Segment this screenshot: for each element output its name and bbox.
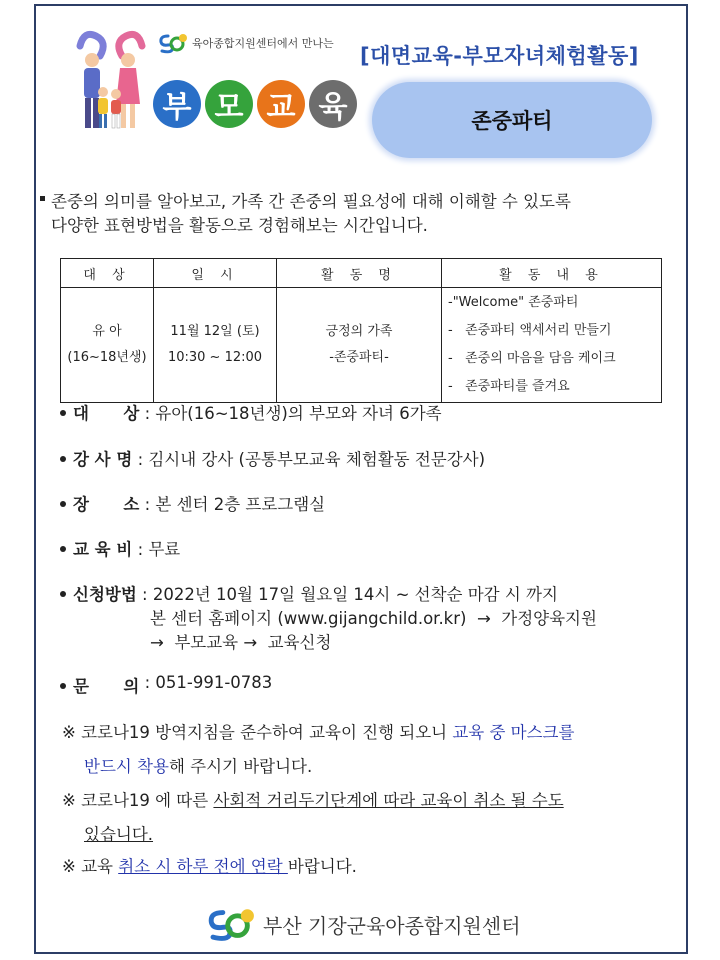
info-fee-value: : 무료 (137, 540, 181, 559)
info-target (58, 400, 442, 424)
intro-line-1: 존중의 의미를 알아보고, 가족 간 존중의 필요성에 대해 이해할 수 있도록 (51, 192, 571, 211)
info-instructor-label: 강 사 명 (73, 450, 133, 469)
info-fee-label: 교 육 비 (73, 540, 133, 559)
footer-org-name: 부산 기장군육아종합지원센터 (263, 913, 521, 938)
info-contact-label: 문 의 (73, 677, 140, 696)
header-target: 대 상 (61, 259, 154, 288)
cell-target (61, 288, 154, 403)
note-1-text: ※ 코로나19 방역지침을 준수하여 교육이 진행 되오니 (62, 723, 453, 742)
activity-item: -"Welcome" 존중파티 (448, 295, 579, 310)
activity-name-line-1: 긍정의 가족 (325, 324, 393, 339)
header-datetime: 일 시 (154, 259, 277, 288)
info-place-label: 장 소 (73, 495, 140, 514)
apply-line-2: 본 센터 홈페이지 (www.gijangchild.or.kr) → 가정양육지원 (150, 609, 597, 628)
cell-datetime (154, 288, 277, 403)
info-place-value: : 본 센터 2층 프로그램실 (144, 495, 326, 514)
center-logo-icon (205, 906, 257, 942)
event-title: 존중파티 (372, 82, 652, 158)
info-apply (58, 581, 597, 653)
info-place (58, 491, 325, 515)
cell-activity-name (277, 288, 442, 403)
time-line: 10:30 ~ 12:00 (167, 350, 263, 365)
logo-subtitle: 육아종합지원센터에서 만나는 (192, 37, 334, 50)
bullet-icon (60, 591, 66, 597)
note-3-text: ※ 교육 (62, 857, 119, 876)
apply-line-3: → 부모교육 → 교육신청 (150, 633, 332, 652)
note-3 (62, 850, 357, 884)
info-target-label: 대 상 (73, 404, 140, 423)
bullet-icon (60, 456, 66, 462)
info-target-value: : 유아(16~18년생)의 부모와 자녀 6가족 (144, 404, 442, 423)
program-char-4: 육 (309, 80, 357, 128)
note-1 (62, 716, 574, 784)
note-2-underline-2: 있습니다. (84, 825, 154, 844)
header-activity-contents: 활 동 내 용 (442, 259, 662, 288)
target-line-1: 유 아 (92, 324, 122, 339)
bullet-icon (60, 410, 66, 416)
intro-text (40, 190, 680, 238)
activity-name-line-2: -존중파티- (329, 350, 389, 365)
note-1-highlight: 교육 중 마스크를 (452, 723, 575, 742)
program-char-3: 교 (257, 80, 305, 128)
category-title: [대면교육-부모자녀체험활동] (360, 44, 639, 68)
note-3-text-end: 바랍니다. (287, 857, 357, 876)
bullet-icon (60, 683, 66, 689)
activity-item: - 존중파티를 즐겨요 (448, 379, 570, 394)
footer-org (205, 906, 521, 942)
program-logo (153, 80, 357, 128)
info-instructor (58, 446, 485, 470)
intro-line-2: 다양한 표현방법을 활동으로 경험해보는 시간입니다. (51, 216, 428, 235)
program-char-2: 모 (205, 80, 253, 128)
cell-activity-contents (442, 288, 662, 403)
info-instructor-value: : 김시내 강사 (공통부모교육 체험활동 전문강사) (137, 450, 486, 469)
center-logo (158, 32, 334, 54)
bullet-icon (60, 501, 66, 507)
note-2-text: ※ 코로나19 에 따른 (62, 791, 214, 810)
info-apply-value (142, 581, 597, 653)
program-char-1: 부 (153, 80, 201, 128)
header-activity-name: 활 동 명 (277, 259, 442, 288)
info-fee (58, 536, 180, 560)
note-2 (62, 784, 564, 852)
info-apply-label: 신청방법 (73, 585, 137, 604)
bullet-icon (60, 546, 66, 552)
apply-line-1: : 2022년 10월 17일 월요일 14시 ~ 선착순 마감 시 까지 (142, 585, 558, 604)
activity-item: - 존중파티 액세서리 만들기 (448, 323, 612, 338)
note-1-highlight-2: 반드시 착용 (84, 757, 169, 776)
note-3-highlight: 취소 시 하루 전에 연락 (118, 857, 288, 876)
note-1-text-end: 해 주시기 바랍니다. (168, 757, 313, 776)
square-bullet-icon (40, 196, 45, 201)
schedule-table (60, 258, 662, 403)
center-logo-icon (158, 32, 188, 54)
info-contact-value: : 051-991-0783 (144, 673, 273, 692)
info-contact (58, 673, 272, 697)
activity-item: - 존중의 마음을 담음 케이크 (448, 351, 616, 366)
target-line-2: (16~18년생) (67, 350, 147, 365)
date-line: 11월 12일 (토) (170, 324, 260, 339)
table-row (61, 288, 662, 403)
note-2-underline: 사회적 거리두기단계에 따라 교육이 취소 될 수도 (213, 791, 564, 810)
table-header-row (61, 259, 662, 288)
family-illustration (70, 26, 150, 136)
